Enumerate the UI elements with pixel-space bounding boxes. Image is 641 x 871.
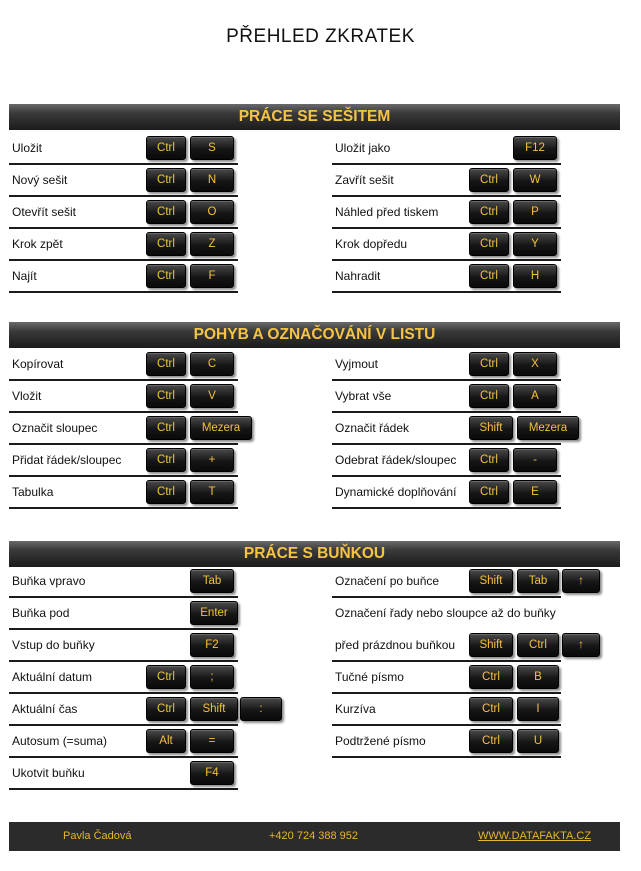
shortcut-label: Najít <box>12 269 37 283</box>
shortcut-label: Dynamické doplňování <box>335 485 457 499</box>
shortcut-row <box>9 598 238 630</box>
shortcut-row <box>9 477 238 509</box>
shortcut-label: Buňka vpravo <box>12 574 86 588</box>
footer-website-link[interactable]: WWW.DATAFAKTA.CZ <box>478 830 592 842</box>
key-cap: Ctrl <box>469 448 509 472</box>
shortcut-label: Aktuální čas <box>12 702 78 716</box>
key-cap: Tab <box>517 569 559 593</box>
shortcut-label: Kopírovat <box>12 357 64 371</box>
shortcut-row <box>332 630 584 662</box>
shortcut-column-left <box>9 349 241 509</box>
shortcut-row <box>332 349 561 381</box>
shortcut-row <box>332 726 561 758</box>
section-cell <box>9 541 620 780</box>
shortcut-label: Označení řady nebo sloupce až do buňky <box>335 606 556 620</box>
shortcut-row <box>332 477 561 509</box>
key-cap: Ctrl <box>146 384 186 408</box>
key-cap: B <box>517 665 559 689</box>
shortcut-label: Vložit <box>12 389 42 403</box>
key-cap: ; <box>190 665 234 689</box>
shortcut-row <box>9 445 238 477</box>
shortcut-column-right <box>332 566 584 758</box>
shortcut-label: Vstup do buňky <box>12 638 95 652</box>
shortcut-column-left <box>9 566 263 790</box>
shortcut-row <box>9 165 238 197</box>
key-cap: X <box>513 352 557 376</box>
shortcut-label: Otevřít sešit <box>12 205 77 219</box>
shortcut-row <box>9 630 238 662</box>
key-cap: Shift <box>469 416 513 440</box>
key-cap: P <box>513 200 557 224</box>
key-cap: F2 <box>190 633 234 657</box>
key-cap: C <box>190 352 234 376</box>
shortcut-column-right <box>332 133 561 293</box>
shortcut-row <box>332 197 561 229</box>
arrow-up-icon: ↑ <box>562 569 600 593</box>
shortcut-row <box>9 566 238 598</box>
key-cap: Mezera <box>517 416 579 440</box>
key-cap: Ctrl <box>469 232 509 256</box>
shortcut-row <box>9 726 238 758</box>
shortcut-row <box>9 229 238 261</box>
key-cap: Ctrl <box>517 633 559 657</box>
key-cap: : <box>240 697 282 721</box>
shortcut-label: Tučné písmo <box>335 670 404 684</box>
key-cap: Ctrl <box>469 200 509 224</box>
shortcut-label: Uložit <box>12 141 43 155</box>
shortcut-row <box>9 133 238 165</box>
shortcut-row <box>332 694 561 726</box>
shortcut-row <box>9 261 238 293</box>
shortcut-label: Vybrat vše <box>335 389 392 403</box>
footer-author: Pavla Čadová <box>63 830 132 842</box>
shortcut-label: Náhled před tiskem <box>335 205 439 219</box>
footer-phone: +420 724 388 952 <box>269 830 359 842</box>
key-cap: Ctrl <box>469 729 513 753</box>
key-cap: Ctrl <box>146 136 186 160</box>
key-cap: - <box>513 448 557 472</box>
key-cap: S <box>190 136 234 160</box>
key-cap: Ctrl <box>146 232 186 256</box>
key-cap: Ctrl <box>146 665 186 689</box>
key-cap: Alt <box>146 729 186 753</box>
key-cap: V <box>190 384 234 408</box>
shortcut-row <box>9 413 241 445</box>
key-cap: U <box>517 729 559 753</box>
shortcut-row <box>9 349 238 381</box>
shortcut-label: Aktuální datum <box>12 670 93 684</box>
section-title: PRÁCE S BUŇKOU <box>243 545 386 562</box>
shortcut-row <box>9 381 238 413</box>
shortcut-row <box>332 662 561 694</box>
shortcut-label: Nahradit <box>335 269 381 283</box>
key-cap: Ctrl <box>146 448 186 472</box>
section-header <box>9 322 620 348</box>
shortcut-row <box>332 413 568 445</box>
key-cap: = <box>190 729 234 753</box>
shortcut-row <box>332 445 561 477</box>
key-cap: T <box>190 480 234 504</box>
shortcut-row <box>332 133 561 165</box>
shortcut-label: Uložit jako <box>335 141 391 155</box>
shortcut-label: Autosum (=suma) <box>12 734 108 748</box>
key-cap: E <box>513 480 557 504</box>
section-header <box>9 104 620 130</box>
key-cap: H <box>513 264 557 288</box>
shortcut-label: Označit řádek <box>335 421 410 435</box>
key-cap: O <box>190 200 234 224</box>
key-cap: Ctrl <box>146 697 186 721</box>
shortcut-row <box>332 566 584 598</box>
shortcut-row <box>332 381 561 413</box>
key-cap: Ctrl <box>469 480 509 504</box>
shortcut-row <box>332 229 561 261</box>
shortcut-label: Krok dopředu <box>335 237 408 251</box>
key-cap: Ctrl <box>146 264 186 288</box>
section-sheet-navigation <box>9 322 620 499</box>
arrow-up-icon: ↑ <box>562 633 600 657</box>
section-workbook <box>9 104 620 283</box>
shortcut-label: Krok zpět <box>12 237 63 251</box>
shortcut-label: Buňka pod <box>12 606 70 620</box>
key-cap: F <box>190 264 234 288</box>
key-cap: Ctrl <box>469 264 509 288</box>
shortcut-label: Přidat řádek/sloupec <box>12 453 122 467</box>
key-cap: F12 <box>513 136 557 160</box>
shortcut-label: Kurzíva <box>335 702 376 716</box>
key-cap: Ctrl <box>146 168 186 192</box>
section-title: PRÁCE SE SEŠITEM <box>238 108 391 125</box>
shortcut-label: Tabulka <box>12 485 54 499</box>
shortcut-row <box>332 598 561 630</box>
key-cap: Shift <box>469 569 513 593</box>
footer <box>9 822 620 851</box>
shortcut-label: Odebrat řádek/sloupec <box>335 453 457 467</box>
page-title: PŘEHLED ZKRATEK <box>226 26 415 47</box>
key-cap: Ctrl <box>469 384 509 408</box>
key-cap: Enter <box>190 601 238 625</box>
key-cap: Shift <box>469 633 513 657</box>
key-cap: Y <box>513 232 557 256</box>
shortcut-row <box>9 694 263 726</box>
key-cap: A <box>513 384 557 408</box>
key-cap: Ctrl <box>469 168 509 192</box>
section-title: POHYB A OZNAČOVÁNÍ V LISTU <box>193 326 436 343</box>
key-cap: Ctrl <box>469 697 513 721</box>
shortcut-row <box>9 197 238 229</box>
key-cap: I <box>517 697 559 721</box>
shortcut-row <box>332 165 561 197</box>
shortcut-row <box>332 261 561 293</box>
key-cap: W <box>513 168 557 192</box>
key-cap: F4 <box>190 761 234 785</box>
shortcut-label: Označení po buňce <box>335 574 440 588</box>
shortcut-row <box>9 662 238 694</box>
shortcut-label: Nový sešit <box>12 173 68 187</box>
shortcut-label: Ukotvit buňku <box>12 766 85 780</box>
shortcut-label: Podtržené písmo <box>335 734 426 748</box>
shortcut-column-left <box>9 133 238 293</box>
key-cap: Ctrl <box>469 352 509 376</box>
key-cap: + <box>190 448 234 472</box>
shortcut-column-right <box>332 349 568 509</box>
key-cap: Ctrl <box>146 480 186 504</box>
key-cap: Ctrl <box>469 665 513 689</box>
shortcut-label: Zavřít sešit <box>335 173 394 187</box>
key-cap: N <box>190 168 234 192</box>
key-cap: Z <box>190 232 234 256</box>
shortcut-label: Vyjmout <box>335 357 378 371</box>
key-cap: Ctrl <box>146 200 186 224</box>
shortcut-label: Označit sloupec <box>12 421 98 435</box>
shortcut-row <box>9 758 238 790</box>
key-cap: Ctrl <box>146 416 186 440</box>
key-cap: Tab <box>190 569 234 593</box>
key-cap: Mezera <box>190 416 252 440</box>
section-header <box>9 541 620 567</box>
key-cap: Shift <box>190 697 238 721</box>
key-cap: Ctrl <box>146 352 186 376</box>
shortcut-label: před prázdnou buňkou <box>335 638 456 652</box>
